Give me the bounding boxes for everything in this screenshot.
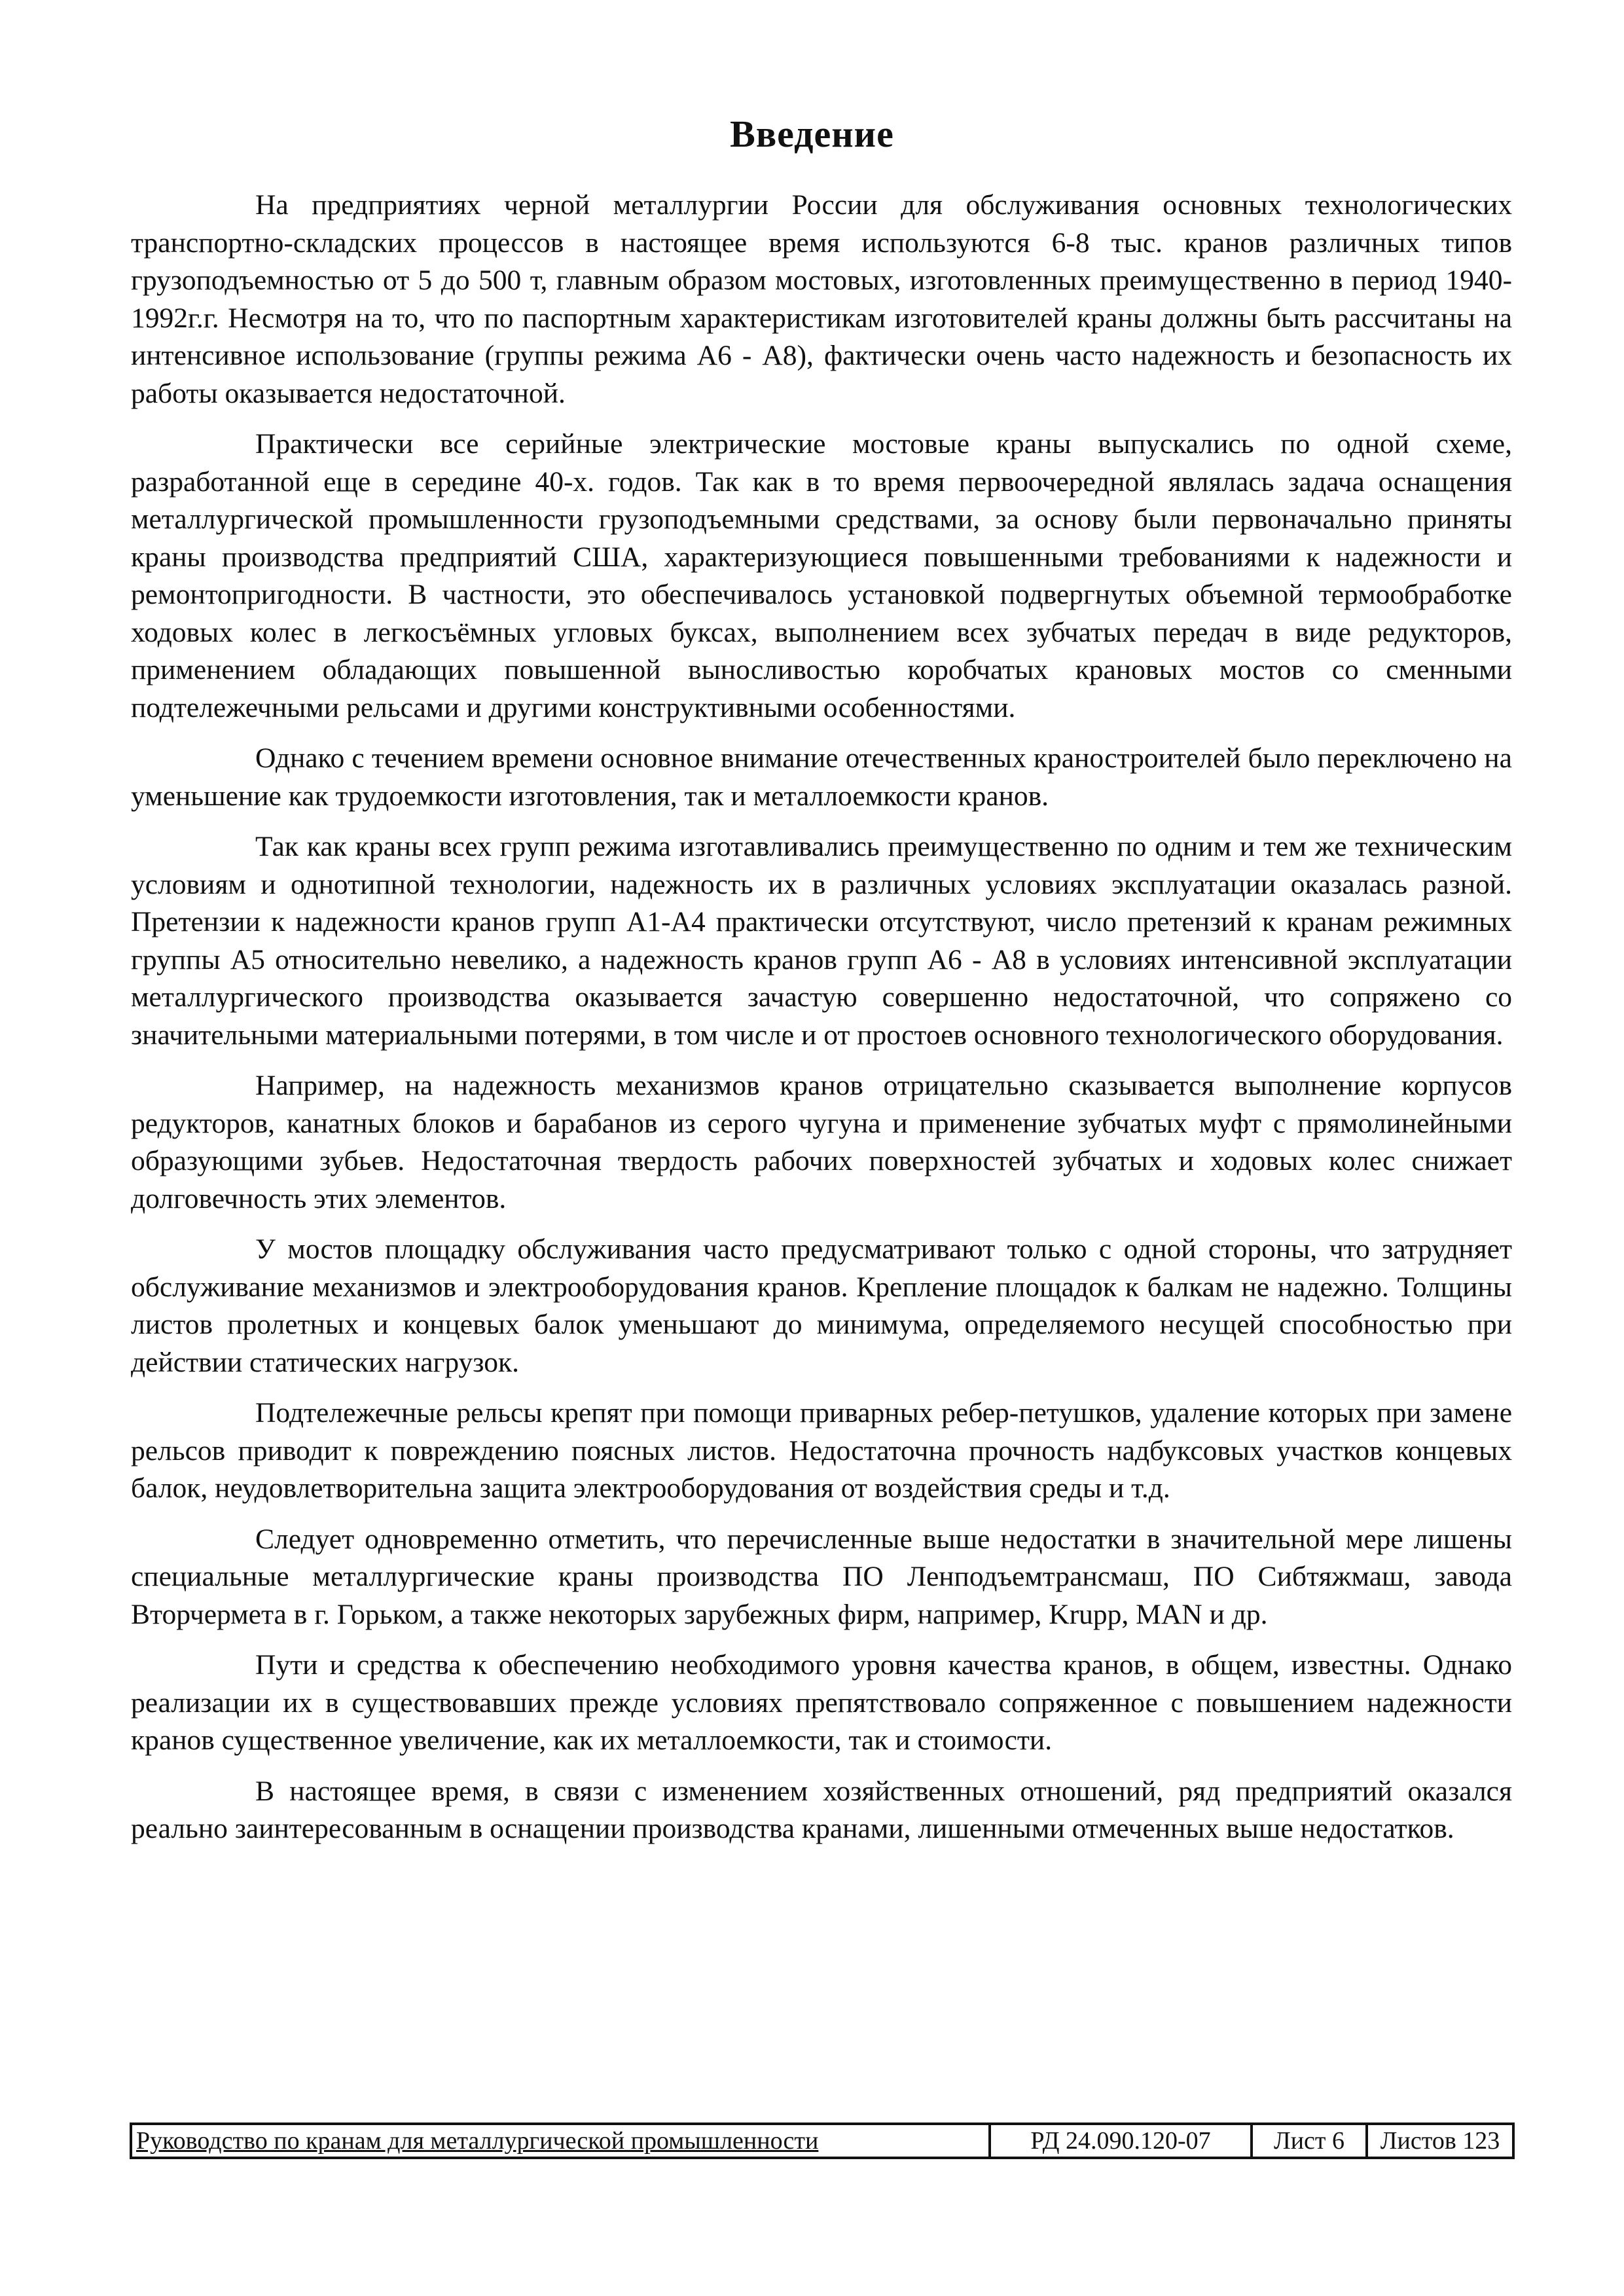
paragraph-9: Пути и средства к обеспечению необходимого уровня качества кранов, в общем, известны. Однако реализации их в существовавших прежде условиях препятствовало сопряженное с повышением надежности кранов существенное увеличение, как их металлоемкости, так и стоимости. [131,1649,1512,1756]
paragraph-10: В настоящее время, в связи с изменением хозяйственных отношений, ряд предприятий оказался реально заинтересованным в оснащении производства кранами, лишенными отмеченных выше недостатков. [131,1775,1512,1844]
footer-sheets-total-cell [1368,2125,1512,2157]
footer-title-block [130,2123,1515,2159]
body-text [131,187,1512,1861]
paragraph-6: У мостов площадку обслуживания часто предусматривают только с одной стороны, что затрудняет обслуживание механизмов и электрооборудования кранов. Крепление площадок к балкам не надежно. Толщины листов пролетных и концевых балок уменьшают до минимума, определяемого несущей способностью при действии статических нагрузок. [131,1233,1512,1378]
paragraph-4: Так как краны всех групп режима изготавливались преимущественно по одним и тем же техническим условиям и однотипной технологии, надежность их в различных условиях эксплуатации оказалась разной. Претензии к надежности кранов групп А1-А4 практически отсутствуют, число претензий к кранам режимных группы А5 относительно невелико, а надежность кранов групп А6 - А8 в условиях интенсивной эксплуатации металлургического производства оказывается зачастую совершенно недостаточной, что сопряжено со значительными материальными потерями, в том числе и от простоев основного технологического оборудования. [131,831,1512,1051]
paragraph-8: Следует одновременно отметить, что перечисленные выше недостатки в значительной мере лишены специальные металлургические краны производства ПО Ленподъемтрансмаш, ПО Сибтяжмаш, завода Вторчермета в г. Горьком, а также некоторых зарубежных фирм, например, Krupp, MAN и др. [131,1523,1512,1630]
paragraph-3: Однако с течением времени основное внимание отечественных краностроителей было переключено на уменьшение как трудоемкости изготовления, так и металлоемкости кранов. [131,742,1512,812]
footer-sheet-number: Лист 6 [1273,2127,1345,2155]
paragraph-5: Например, на надежность механизмов кранов отрицательно сказывается выполнение корпусов редукторов, канатных блоков и барабанов из серого чугуна и применение зубчатых муфт с прямолинейными образующими зубьев. Недостаточная твердость рабочих поверхностей зубчатых и ходовых колес снижает долговечность этих элементов. [131,1070,1512,1214]
paragraph-7: Подтележечные рельсы крепят при помощи приварных ребер-петушков, удаление которых при замене рельсов приводит к повреждению поясных листов. Недостаточна прочность надбуксовых участков концевых балок, неудовлетворительна защита электрооборудования от воздействия среды и т.д. [131,1397,1512,1504]
paragraph-2: Практически все серийные электрические мостовые краны выпускались по одной схеме, разработанной еще в середине 40-х. годов. Так как в то время первоочередной являлась задача оснащения металлургической промышленности грузоподъемными средствами, за основу были первоначально приняты краны производства предприятий США, характеризующиеся повышенными требованиями к надежности и ремонтопригодности. В частности, это обеспечивалось установкой подвергнутых объемной термообработке ходовых колес в легкосъёмных угловых буксах, выполнением всех зубчатых передач в виде редукторов, применением обладающих повышенной выносливостью коробчатых крановых мостов со сменными подтележечными рельсами и другими конструктивными особенностями. [131,428,1512,723]
footer-document-code-cell [991,2125,1253,2157]
footer-document-title-cell [132,2125,991,2157]
footer-sheets-total: Листов 123 [1380,2127,1500,2155]
paragraph-1: На предприятиях черной металлургии России для обслуживания основных технологических транспортно-складских процессов в настоящее время используются 6-8 тыс. кранов различных типов грузоподъемностью от 5 до 500 т, главным образом мостовых, изготовленных преимущественно в период 1940-1992г.г. Несмотря на то, что по паспортным характеристикам изготовителей краны должны быть рассчитаны на интенсивное использование (группы режима А6 - А8), фактически очень часто надежность и безопасность их работы оказывается недостаточной. [131,189,1512,409]
footer-document-code: РД 24.090.120-07 [1030,2127,1211,2155]
footer-sheet-cell [1253,2125,1368,2157]
footer-document-title: Руководство по кранам для металлургической промышленности [136,2127,819,2155]
page-title: Введение [730,113,894,155]
